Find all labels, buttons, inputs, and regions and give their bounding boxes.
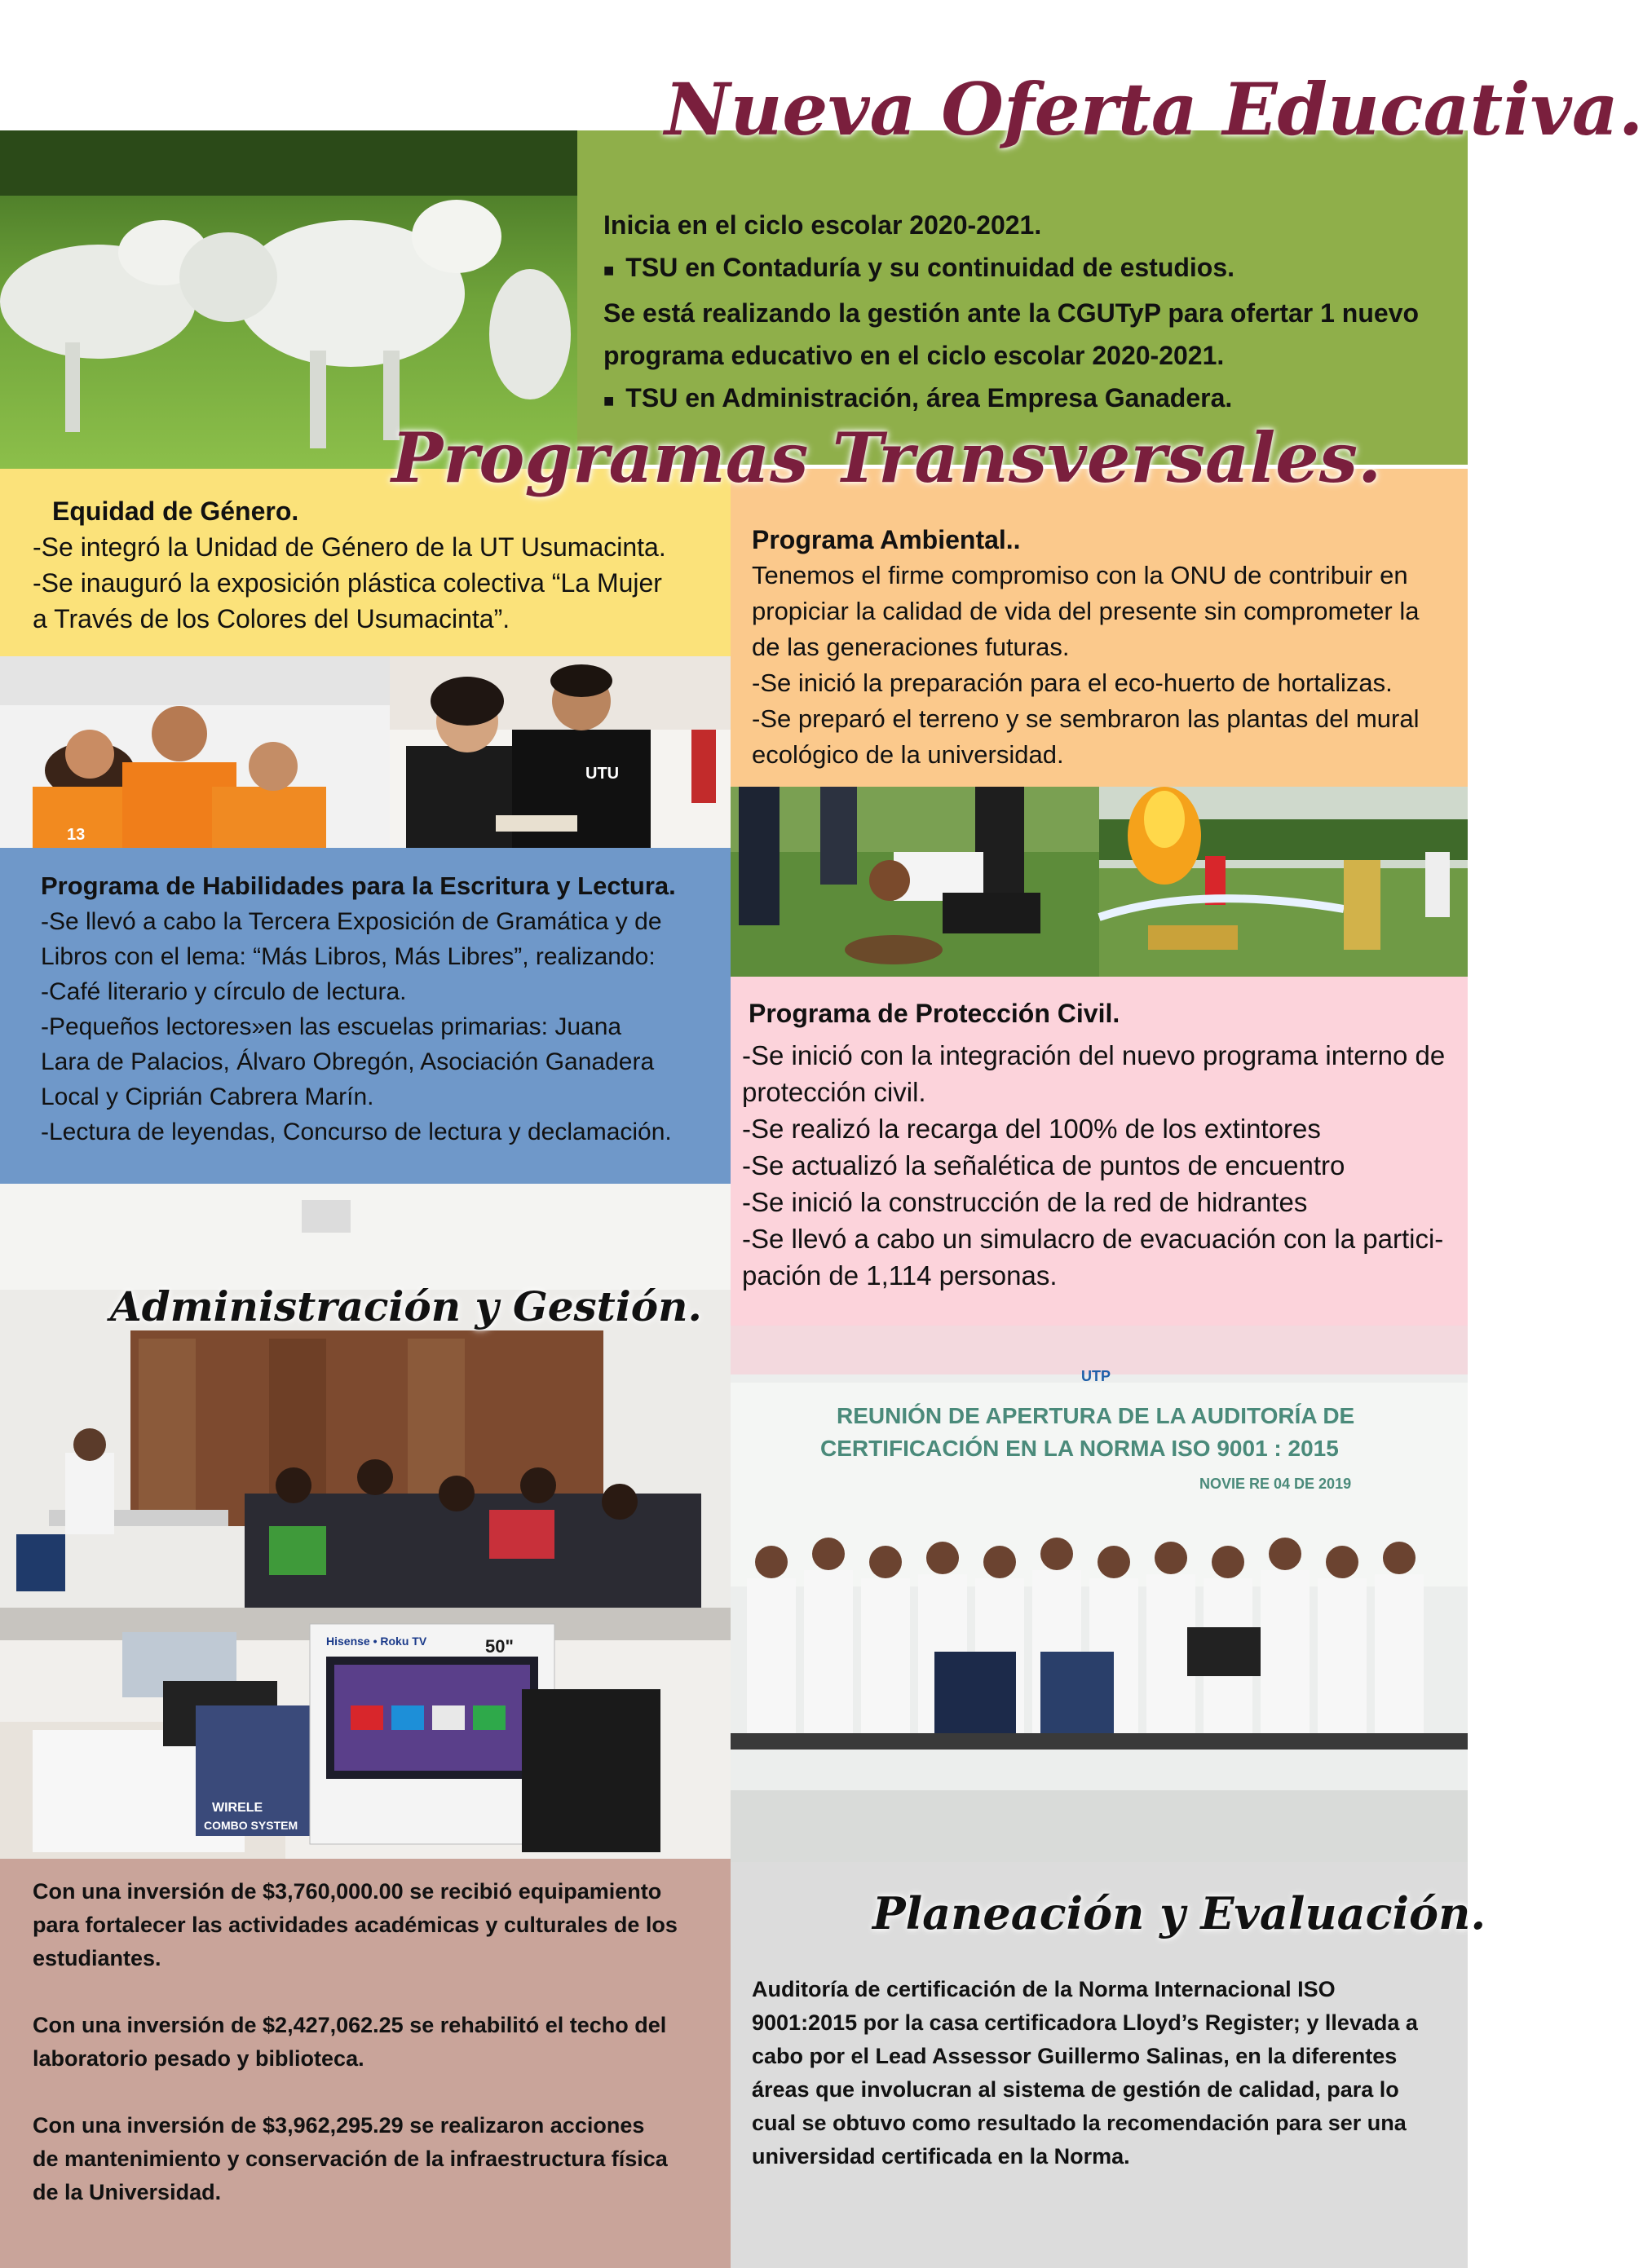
proteccion-line: pación de 1,114 personas. [742, 1260, 1058, 1291]
ambiental-section [752, 522, 1461, 773]
proteccion-section [742, 995, 1464, 1294]
banner-line-1: REUNIÓN DE APERTURA DE LA AUDITORÍA DE [837, 1403, 1355, 1428]
planeacion-line: cual se obtuvo como resultado la recomendación para ser una [752, 2111, 1407, 2135]
ambiental-heading: Programa Ambiental.. [752, 525, 1021, 554]
lectura-heading: Programa de Habilidades para la Escritura y Lectura. [41, 871, 676, 900]
classroom-photo [0, 1184, 731, 1608]
oferta-line: programa educativo en el ciclo escolar 2020-2021. [603, 341, 1225, 370]
proteccion-line: -Se actualizó la señalética de puntos de encuentro [742, 1150, 1345, 1180]
proteccion-line: -Se inició con la integración del nuevo programa interno de [742, 1040, 1446, 1070]
proteccion-line: protección civil. [742, 1077, 926, 1107]
proteccion-heading: Programa de Protección Civil. [749, 999, 1120, 1028]
ambiental-line: propiciar la calidad de vida del presente sin comprometer la [752, 597, 1420, 625]
oferta-bullet-line: ■ TSU en Administración, área Empresa Ganadera. [603, 377, 1460, 422]
lectura-line: -Lectura de leyendas, Concurso de lectura y declamación. [41, 1119, 672, 1145]
planting-photo [731, 787, 1099, 977]
admin-line: estudiantes. [33, 1946, 161, 1970]
lectura-line: Lara de Palacios, Álvaro Obregón, Asociación Ganadera [41, 1048, 655, 1075]
reading-students-photo [390, 656, 731, 848]
administracion-text [33, 1875, 718, 2209]
equidad-heading: Equidad de Género. [52, 496, 299, 526]
planeacion-line: Auditoría de certificación de la Norma Internacional ISO [752, 1977, 1336, 2001]
lectura-line: -Se llevó a cabo la Tercera Exposición de Gramática y de [41, 908, 662, 935]
admin-line: de la Universidad. [33, 2180, 222, 2204]
lectura-line: Local y Ciprián Cabrera Marín. [41, 1083, 374, 1110]
equipment-photo [0, 1608, 731, 1859]
lectura-line: -Pequeños lectores»en las escuelas primarias: Juana [41, 1013, 622, 1040]
admin-line: de mantenimiento y conservación de la infraestructura física [33, 2147, 668, 2171]
admin-line: laboratorio pesado y biblioteca. [33, 2046, 364, 2071]
programas-title: Programas Transversales. [391, 417, 1382, 498]
oferta-line: Se está realizando la gestión ante la CGUTyP para ofertar 1 nuevo [603, 298, 1420, 328]
ambiental-line: de las generaciones futuras. [752, 633, 1070, 661]
oferta-line: Inicia en el ciclo escolar 2020-2021. [603, 210, 1042, 240]
admin-line: Con una inversión de $3,760,000.00 se recibió equipamiento [33, 1879, 662, 1904]
planeacion-line: áreas que involucran al sistema de gestión de calidad, para lo [752, 2077, 1399, 2102]
iso-audit-group-photo [731, 1326, 1468, 1862]
banner-date: NOVIE RE 04 DE 2019 [1199, 1476, 1352, 1492]
proteccion-line: -Se inició la construcción de la red de hidrantes [742, 1187, 1308, 1217]
admin-paragraph [33, 1875, 718, 1975]
combo-label-1: WIRELE [212, 1801, 263, 1815]
tv-size: 50" [485, 1636, 514, 1657]
banner-logo: UTP [1081, 1368, 1111, 1384]
lectura-line: -Café literario y círculo de lectura. [41, 978, 407, 1005]
jersey-number: 13 [67, 826, 86, 844]
ambiental-line: Tenemos el firme compromiso con la ONU de contribuir en [752, 561, 1408, 589]
planeacion-line: universidad certificada en la Norma. [752, 2144, 1130, 2169]
nueva-oferta-title: Nueva Oferta Educativa. [665, 67, 1643, 152]
fire-drill-photo [1099, 787, 1468, 977]
tv-brand: Hisense • Roku TV [326, 1635, 427, 1648]
admin-line: Con una inversión de $3,962,295.29 se realizaron acciones [33, 2113, 645, 2138]
nueva-oferta-text [603, 204, 1460, 422]
administracion-title: Administración y Gestión. [110, 1282, 702, 1330]
lectura-line: Libros con el lema: “Más Libros, Más Libres”, realizando: [41, 943, 656, 970]
ambiental-line: -Se inició la preparación para el eco-huerto de hortalizas. [752, 668, 1393, 697]
admin-line: Con una inversión de $2,427,062.25 se rehabilitó el techo del [33, 2013, 667, 2037]
admin-line: para fortalecer las actividades académicas y culturales de los [33, 1913, 678, 1937]
oferta-bullet-line: ■ TSU en Contaduría y su continuidad de estudios. [603, 246, 1460, 292]
banner-line-2: CERTIFICACIÓN EN LA NORMA ISO 9001 : 2015 [820, 1436, 1339, 1461]
proteccion-line: -Se llevó a cabo un simulacro de evacuación con la partici- [742, 1224, 1444, 1254]
equidad-line: a Través de los Colores del Usumacinta”. [33, 604, 510, 633]
ambiental-line: -Se preparó el terreno y se sembraron las plantas del mural [752, 704, 1420, 733]
equidad-section [33, 493, 718, 637]
combo-label-2: COMBO SYSTEM [204, 1819, 298, 1832]
ambiental-line: ecológico de la universidad. [752, 740, 1064, 769]
planeacion-title: Planeación y Evaluación. [872, 1887, 1486, 1939]
planeacion-line: cabo por el Lead Assessor Guillermo Salinas, en la diferentes [752, 2044, 1398, 2068]
planeacion-text [752, 1973, 1453, 2173]
gender-group-photo [0, 656, 390, 848]
equidad-line: -Se integró la Unidad de Género de la UT Usumacinta. [33, 532, 666, 562]
planeacion-line: 9001:2015 por la casa certificadora Lloyd’s Register; y llevada a [752, 2010, 1418, 2035]
shirt-logo: UTU [585, 765, 620, 783]
admin-paragraph [33, 2009, 718, 2076]
lectura-section [41, 868, 718, 1149]
equidad-line: -Se inauguró la exposición plástica colectiva “La Mujer [33, 568, 662, 598]
admin-paragraph [33, 2109, 718, 2209]
proteccion-line: -Se realizó la recarga del 100% de los extintores [742, 1114, 1321, 1144]
